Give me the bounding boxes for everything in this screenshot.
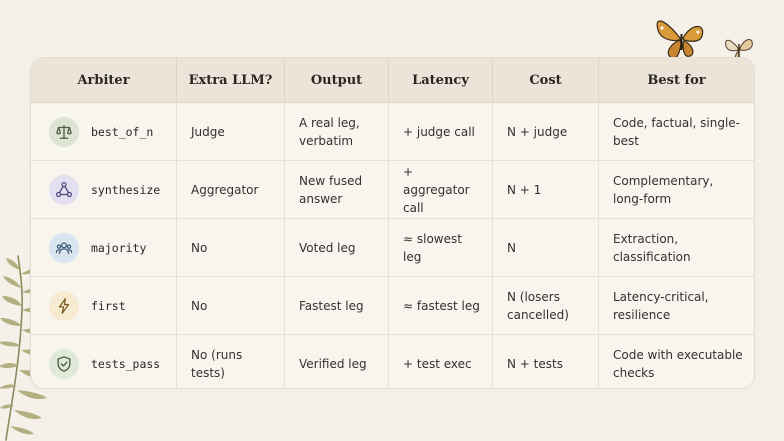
comparison-table: [30, 57, 755, 389]
header-output: Output: [284, 58, 388, 102]
arbiter-name: best_of_n: [91, 124, 154, 139]
arbiter-cell: [31, 335, 176, 389]
butterfly-large: [657, 21, 703, 58]
header-latency: Latency: [388, 58, 492, 102]
latency-cell: ≈ fastest leg: [388, 277, 492, 334]
extra-llm-cell: No: [176, 277, 284, 334]
cost-cell: N + judge: [492, 103, 598, 160]
arbiter-name: first: [91, 298, 126, 313]
shield-check-icon: [49, 349, 79, 379]
scales-icon: [49, 117, 79, 147]
arbiter-name: majority: [91, 240, 147, 255]
extra-llm-cell: Aggregator: [176, 161, 284, 218]
table-row: [31, 335, 754, 389]
latency-cell: + test exec: [388, 335, 492, 389]
output-cell: A real leg, verbatim: [284, 103, 388, 160]
header-extra-llm: Extra LLM?: [176, 58, 284, 102]
cost-cell: N (losers cancelled): [492, 277, 598, 334]
cost-cell: N + tests: [492, 335, 598, 389]
table-header-row: [31, 58, 754, 103]
extra-llm-cell: No (runs tests): [176, 335, 284, 389]
table-row: [31, 277, 754, 335]
best-for-cell: Code with executable checks: [598, 335, 754, 389]
arbiter-cell: [31, 161, 176, 218]
best-for-cell: Latency-critical, resilience: [598, 277, 754, 334]
arbiter-name: synthesize: [91, 182, 161, 197]
cost-cell: N: [492, 219, 598, 276]
table-row: [31, 219, 754, 277]
latency-cell: ≈ slowest leg: [388, 219, 492, 276]
extra-llm-cell: No: [176, 219, 284, 276]
output-cell: Fastest leg: [284, 277, 388, 334]
network-icon: [49, 175, 79, 205]
arbiter-cell: [31, 277, 176, 334]
header-arbiter: Arbiter: [77, 72, 130, 88]
best-for-cell: Extraction, classification: [598, 219, 754, 276]
extra-llm-cell: Judge: [176, 103, 284, 160]
output-cell: Verified leg: [284, 335, 388, 389]
output-cell: New fused answer: [284, 161, 388, 218]
lightning-icon: [49, 291, 79, 321]
best-for-cell: Code, factual, single-best: [598, 103, 754, 160]
latency-cell: + aggregator call: [388, 161, 492, 218]
header-cost: Cost: [492, 58, 598, 102]
cost-cell: N + 1: [492, 161, 598, 218]
latency-cell: + judge call: [388, 103, 492, 160]
output-cell: Voted leg: [284, 219, 388, 276]
arbiter-cell: [31, 219, 176, 276]
arbiter-cell: [31, 103, 176, 160]
users-icon: [49, 233, 79, 263]
best-for-cell: Complementary, long-form: [598, 161, 754, 218]
table-row: [31, 103, 754, 161]
arbiter-name: tests_pass: [91, 356, 161, 371]
table-row: [31, 161, 754, 219]
header-best-for: Best for: [598, 58, 754, 102]
